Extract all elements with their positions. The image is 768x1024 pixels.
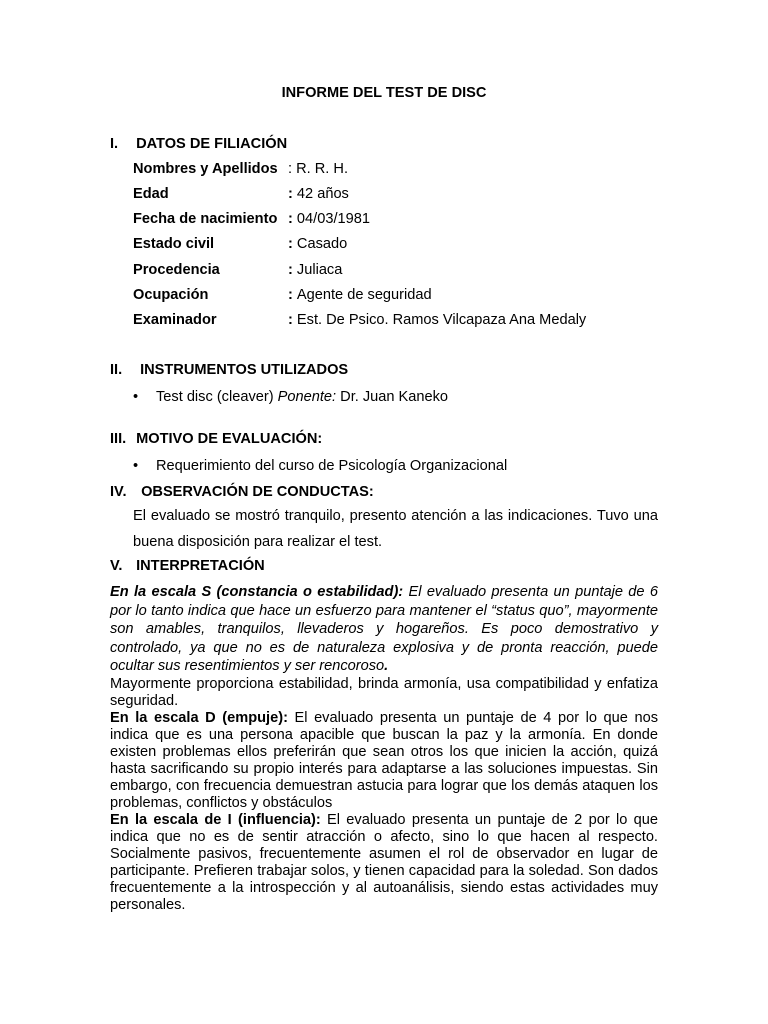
section-title: INTERPRETACIÓN xyxy=(136,558,265,574)
field-row-fecha-nacimiento xyxy=(133,211,370,227)
section-number: II. xyxy=(110,362,123,378)
section-instrumentos xyxy=(110,362,348,378)
escala-i-paragraph xyxy=(110,812,658,914)
field-label: Nombres y Apellidos xyxy=(133,161,278,177)
field-label: Procedencia xyxy=(133,262,220,278)
field-value: Casado xyxy=(296,236,348,252)
field-separator: : xyxy=(288,161,297,177)
document-title: INFORME DEL TEST DE DISC xyxy=(281,85,487,101)
section-number: V. xyxy=(110,558,123,574)
bullet-icon: • xyxy=(133,389,139,405)
section-title: INSTRUMENTOS UTILIZADOS xyxy=(140,362,349,378)
section-title: MOTIVO DE EVALUACIÓN: xyxy=(136,431,323,447)
field-value: R. R. H. xyxy=(296,161,348,177)
field-label: Edad xyxy=(133,186,169,202)
motivo-text: Requerimiento del curso de Psicología Organizacional xyxy=(156,458,508,474)
field-row-estado-civil xyxy=(133,236,347,252)
section-observacion xyxy=(110,484,374,500)
ponente-label: Ponente: xyxy=(277,389,337,405)
field-separator: : xyxy=(288,186,297,202)
escala-s-text: El evaluado presenta un puntaje de 6 por lo tanto indica que hace un esfuerzo para mantener el “status quo”, mayormente son amables, tranquilos, llevaderos y hogareños. Es poco demostrativo y controlado, ya que no es de naturaleza explosiva y de pronta reacción, puede ocultar sus resentimientos y ser rencoroso xyxy=(110,584,658,674)
field-value: Agente de seguridad xyxy=(296,287,432,303)
escala-s-lead: En la escala S (constancia o estabilidad): xyxy=(110,584,404,600)
escala-s-paragraph-2: Mayormente proporciona estabilidad, brinda armonía, usa compatibilidad y enfatiza seguridad. xyxy=(110,675,658,709)
escala-s-end: . xyxy=(384,658,389,674)
field-separator: : xyxy=(288,287,297,303)
bullet-icon: • xyxy=(133,458,139,474)
section-title: OBSERVACIÓN DE CONDUCTAS: xyxy=(141,484,374,500)
section-interpretacion xyxy=(110,558,265,574)
field-separator: : xyxy=(288,236,297,252)
escala-i-text: El evaluado presenta un puntaje de 2 por lo que indica que no es de sentir atracción o afecto, sino lo que hacen al respecto. Socialmente pasivos, frecuentemente asumen el rol de observador en lugar de participante. Prefieren trabajar solos, y tienen capacidad para la soledad. Son dados frecuentemente a la introspección y al autoanálisis, siendo estas actividades muy personales. xyxy=(110,811,658,913)
field-separator: : xyxy=(288,312,297,328)
field-row-procedencia xyxy=(133,262,342,278)
list-item-motivo xyxy=(133,458,507,474)
field-separator: : xyxy=(288,211,297,227)
section-motivo xyxy=(110,431,322,447)
field-value: Juliaca xyxy=(296,262,343,278)
field-label: Examinador xyxy=(133,312,217,328)
escala-s-paragraph xyxy=(110,583,658,676)
field-label: Estado civil xyxy=(133,236,215,252)
instrumento-text: Test disc (cleaver) xyxy=(156,389,278,405)
field-value: 04/03/1981 xyxy=(296,211,370,227)
interpretacion-body xyxy=(110,583,658,914)
escala-i-lead: En la escala de I (influencia): xyxy=(110,811,321,828)
field-value: Est. De Psico. Ramos Vilcapaza Ana Medaly xyxy=(296,312,587,328)
escala-d-paragraph xyxy=(110,710,658,812)
section-number: IV. xyxy=(110,484,127,500)
field-row-edad xyxy=(133,186,349,202)
section-number: III. xyxy=(110,431,127,447)
observacion-paragraph: El evaluado se mostró tranquilo, presento atención a las indicaciones. Tuvo una buena disposición para realizar el test. xyxy=(133,508,658,550)
field-row-ocupacion xyxy=(133,287,432,303)
field-value: 42 años xyxy=(296,186,349,202)
field-row-nombres xyxy=(133,161,348,177)
ponente-name: Dr. Juan Kaneko xyxy=(336,389,449,405)
field-label: Fecha de nacimiento xyxy=(133,211,278,227)
field-label: Ocupación xyxy=(133,287,209,303)
field-separator: : xyxy=(288,262,297,278)
section-number: I. xyxy=(110,136,119,152)
escala-d-text: El evaluado presenta un puntaje de 4 por lo que nos indica que es una persona apacible que buscan la paz y la armonía. En donde existen problemas ellos preferirán que sean otros los que inicien la acción, quizá hasta sacrificando su propio interés para adaptarse a las soluciones impuestas. Sin embargo, con frecuencia demuestran astucia para lograr que los demás ataquen los problemas, conflictos y obstáculos xyxy=(110,709,658,811)
list-item-instrumento xyxy=(133,389,448,405)
section-title: DATOS DE FILIACIÓN xyxy=(136,136,288,152)
section-datos-filiacion xyxy=(110,136,287,152)
field-row-examinador xyxy=(133,312,586,328)
escala-d-lead: En la escala D (empuje): xyxy=(110,709,288,726)
